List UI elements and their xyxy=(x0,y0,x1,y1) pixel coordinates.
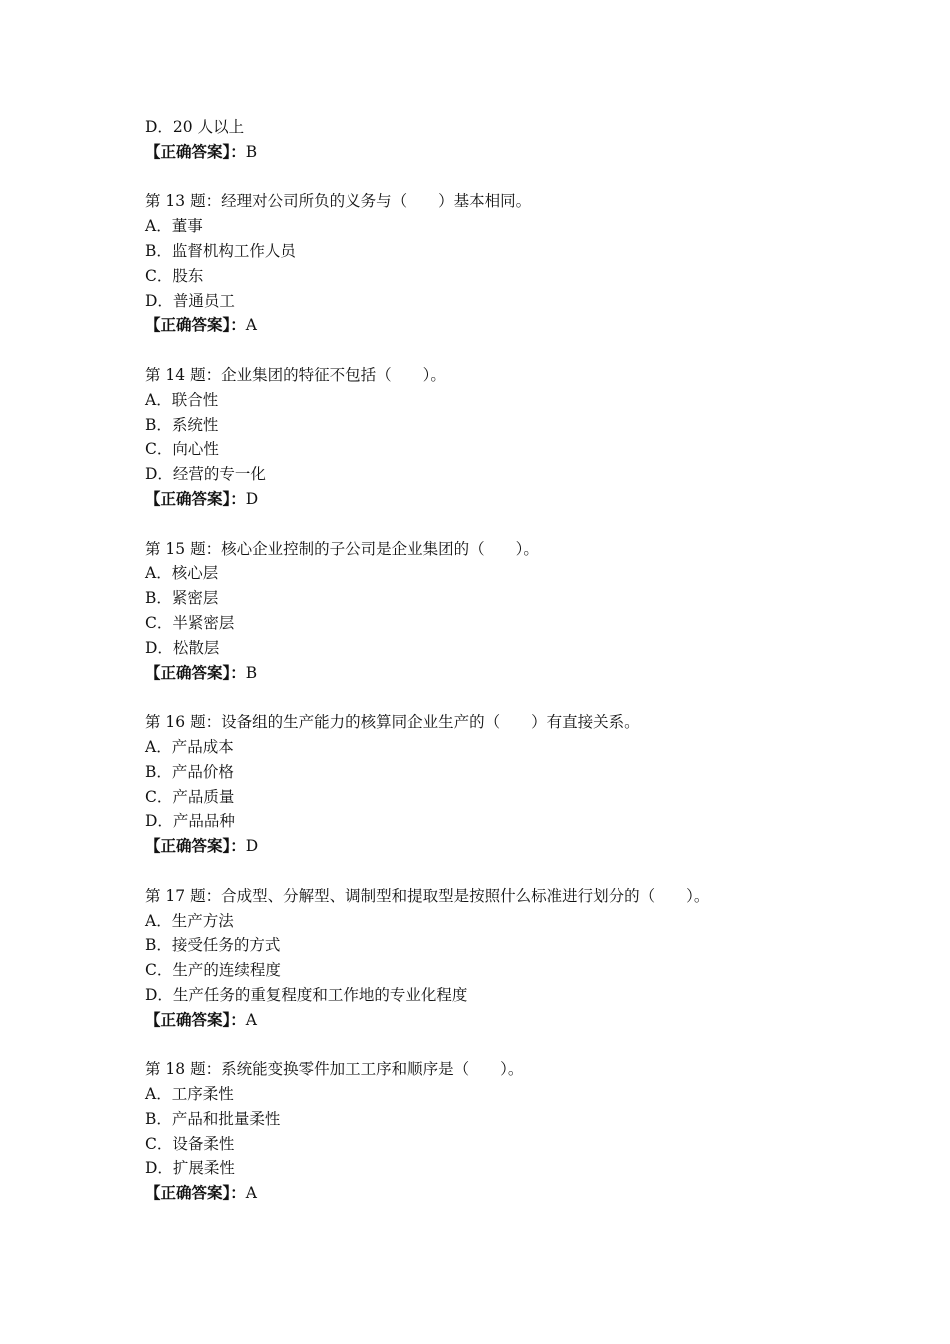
option-c: C．半紧密层 xyxy=(145,613,235,632)
option-b: B．系统性 xyxy=(145,415,219,434)
answer-line xyxy=(145,1008,865,1033)
answer-label: 【正确答案】： xyxy=(145,1009,246,1029)
option-d: D．产品品种 xyxy=(145,812,235,831)
question-stem: 第 13 题：经理对公司所负的义务与（ ）基本相同。 xyxy=(145,192,532,211)
question-stem: 第 18 题：系统能变换零件加工工序和顺序是（ ）。 xyxy=(145,1060,524,1079)
option-c: C．生产的连续程度 xyxy=(145,961,281,980)
question-block xyxy=(145,1057,865,1206)
question-block xyxy=(145,537,865,686)
option-b: B．监督机构工作人员 xyxy=(145,241,296,260)
answer-label: 【正确答案】： xyxy=(145,662,246,682)
answer-line xyxy=(145,140,865,165)
answer-value: A xyxy=(245,1184,257,1203)
question-stem: 第 16 题：设备组的生产能力的核算同企业生产的（ ）有直接关系。 xyxy=(145,713,640,732)
question-stem: 第 17 题：合成型、分解型、调制型和提取型是按照什么标准进行划分的（ ）。 xyxy=(145,886,710,905)
answer-label: 【正确答案】： xyxy=(145,836,246,856)
option-b: B．产品和批量柔性 xyxy=(145,1109,281,1128)
question-block xyxy=(145,363,865,512)
option-a: A．产品成本 xyxy=(145,737,234,756)
answer-value: A xyxy=(245,316,257,335)
answer-value: B xyxy=(245,663,258,682)
answer-label: 【正确答案】： xyxy=(145,141,246,161)
option-a: A．董事 xyxy=(145,217,203,236)
option-a: A．生产方法 xyxy=(145,911,234,930)
answer-line xyxy=(145,487,865,512)
answer-label: 【正确答案】： xyxy=(145,488,246,508)
answer-line xyxy=(145,1181,865,1206)
option-a: A．工序柔性 xyxy=(145,1085,234,1104)
question-block xyxy=(145,710,865,859)
option-c: C．产品质量 xyxy=(145,787,235,806)
option-d: D．普通员工 xyxy=(145,291,235,310)
option-a: A．联合性 xyxy=(145,390,219,409)
question-block xyxy=(145,189,865,338)
option-d: D．生产任务的重复程度和工作地的专业化程度 xyxy=(145,985,468,1004)
spacer xyxy=(145,685,865,710)
spacer xyxy=(145,1032,865,1057)
option-c: C．股东 xyxy=(145,266,204,285)
spacer xyxy=(145,338,865,363)
document-page xyxy=(145,115,865,1206)
answer-label: 【正确答案】： xyxy=(145,1183,246,1203)
answer-value: D xyxy=(245,837,259,856)
answer-line xyxy=(145,313,865,338)
question-block xyxy=(145,884,865,1033)
option-a: A．核心层 xyxy=(145,564,219,583)
answer-line xyxy=(145,661,865,686)
answer-value: D xyxy=(245,489,259,508)
question-stem: 第 15 题：核心企业控制的子公司是企业集团的（ ）。 xyxy=(145,539,539,558)
option-b: B．产品价格 xyxy=(145,762,234,781)
option-d: D．扩展柔性 xyxy=(145,1159,235,1178)
option-d: D．松散层 xyxy=(145,638,220,657)
option-b: B．紧密层 xyxy=(145,589,219,608)
option-d: D．20 人以上 xyxy=(145,118,245,136)
spacer xyxy=(145,859,865,884)
option-d: D．经营的专一化 xyxy=(145,465,266,484)
option-c: C．向心性 xyxy=(145,440,219,459)
option-b: B．接受任务的方式 xyxy=(145,936,281,955)
answer-value: B xyxy=(245,142,258,161)
answer-line xyxy=(145,834,865,859)
option-c: C．设备柔性 xyxy=(145,1134,235,1153)
answer-value: A xyxy=(245,1010,257,1029)
spacer xyxy=(145,165,865,190)
spacer xyxy=(145,512,865,537)
question-stem: 第 14 题：企业集团的特征不包括（ ）。 xyxy=(145,365,446,384)
answer-label: 【正确答案】： xyxy=(145,315,246,335)
